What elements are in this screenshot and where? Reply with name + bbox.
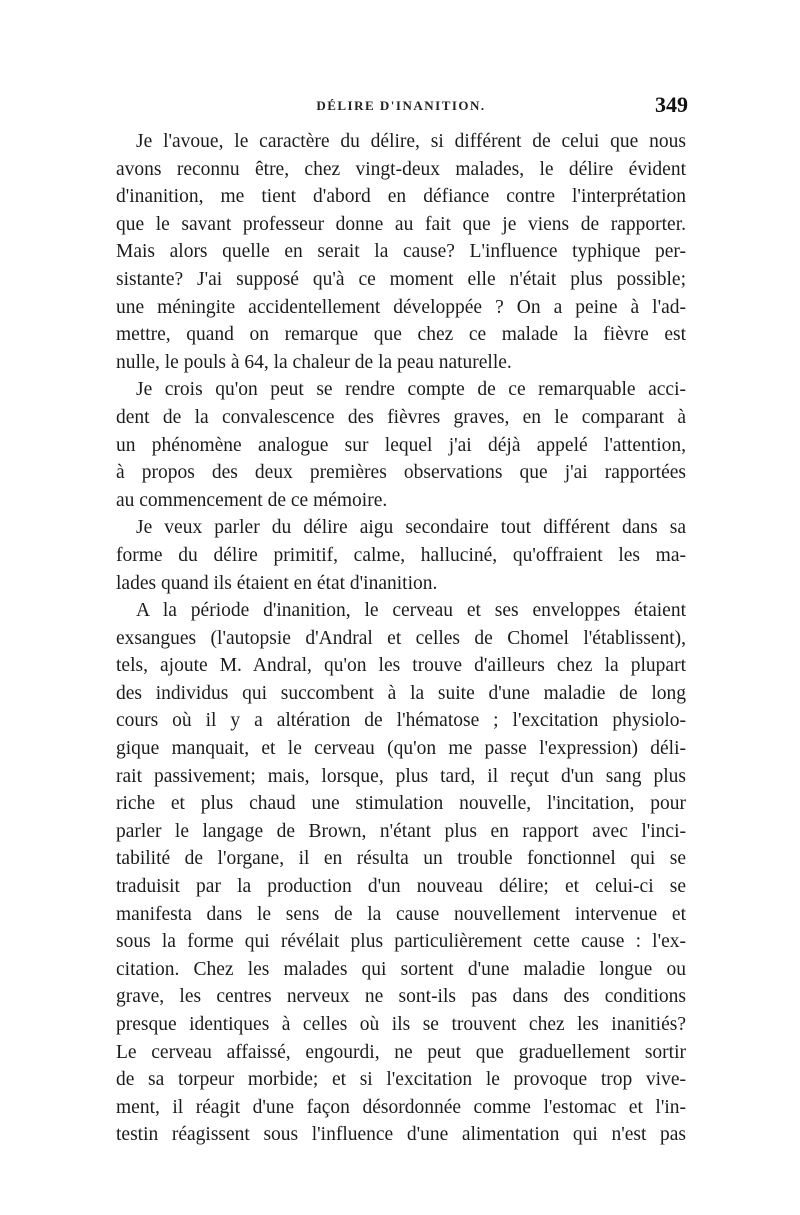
text-line: presque identiques à celles où ils se trouvent chez les inanitiés? [116, 1014, 686, 1035]
running-title: DÉLIRE D'INANITION. [316, 98, 486, 113]
text-line: rait passivement; mais, lorsque, plus tard, il reçut d'un sang plus [116, 765, 686, 787]
text-line: Je l'avoue, le caractère du délire, si différent de celui que nous [136, 131, 686, 152]
text-line: traduisit par la production d'un nouveau délire; et celui-ci se [116, 876, 686, 898]
text-line: que le savant professeur donne au fait que je viens de rapporter. [116, 213, 686, 235]
text-line: des individus qui succombent à la suite d'une maladie de long [116, 682, 686, 704]
text-line: testin réagissent sous l'influence d'une alimentation qui n'est pas [116, 1124, 686, 1146]
text-line: d'inanition, me tient d'abord en défiance contre l'interprétation [116, 186, 686, 208]
text-line: sous la forme qui révélait plus particulièrement cette cause : l'ex- [116, 931, 686, 953]
text-line: nulle, le pouls à 64, la chaleur de la peau naturelle. [116, 351, 512, 373]
text-line: Je crois qu'on peut se rendre compte de ce remarquable acci- [136, 379, 686, 401]
text-line: sistante? J'ai supposé qu'à ce moment elle n'était plus possible; [116, 268, 686, 290]
text-line: lades quand ils étaient en état d'inanition. [116, 572, 438, 594]
text-line: riche et plus chaud une stimulation nouvelle, l'incitation, pour [116, 793, 686, 815]
text-line: une méningite accidentellement développée ? On a peine à l'ad- [116, 296, 686, 318]
text-line: tels, ajoute M. Andral, qu'on les trouve d'ailleurs chez la plupart [116, 655, 686, 677]
text-line: cours où il y a altération de l'hématose ; l'excitation physiolo- [116, 710, 686, 732]
text-line: Le cerveau affaissé, engourdi, ne peut que graduellement sortir [116, 1041, 686, 1063]
page-header [114, 92, 688, 132]
text-line: forme du délire primitif, calme, halluciné, qu'offraient les ma- [116, 544, 686, 566]
text-line: à propos des deux premières observations que j'ai rapportées [116, 462, 686, 484]
text-line: A la période d'inanition, le cerveau et ses enveloppes étaient [136, 600, 686, 622]
text-line: mettre, quand on remarque que chez ce malade la fièvre est [116, 324, 686, 346]
text-line: grave, les centres nerveux ne sont-ils pas dans des conditions [116, 986, 686, 1008]
text-line: ment, il réagit d'une façon désordonnée comme l'estomac et l'in- [116, 1096, 686, 1118]
text-line: tabilité de l'organe, il en résulta un trouble fonctionnel qui se [116, 848, 686, 870]
text-line: manifesta dans le sens de la cause nouvellement intervenue et [116, 903, 686, 925]
text-line: Je veux parler du délire aigu secondaire tout différent dans sa [136, 517, 686, 539]
text-line: citation. Chez les malades qui sortent d'une maladie longue ou [116, 958, 686, 980]
text-line: gique manquait, et le cerveau (qu'on me passe l'expression) déli- [116, 738, 686, 760]
body-text [116, 128, 686, 1149]
text-line: avons reconnu être, chez vingt-deux malades, le délire évident [116, 158, 686, 180]
text-line: de sa torpeur morbide; et si l'excitation le provoque trop vive- [116, 1069, 686, 1091]
text-line: exsangues (l'autopsie d'Andral et celles de Chomel l'établissent), [116, 627, 686, 649]
text-line: au commencement de ce mémoire. [116, 489, 388, 511]
text-line: un phénomène analogue sur lequel j'ai déjà appelé l'attention, [116, 434, 686, 456]
page-number: 349 [655, 92, 688, 117]
text-line: dent de la convalescence des fièvres graves, en le comparant à [116, 406, 686, 428]
text-line: Mais alors quelle en serait la cause? L'influence typhique per- [116, 241, 686, 263]
text-line: parler le langage de Brown, n'étant plus en rapport avec l'inci- [116, 820, 686, 842]
